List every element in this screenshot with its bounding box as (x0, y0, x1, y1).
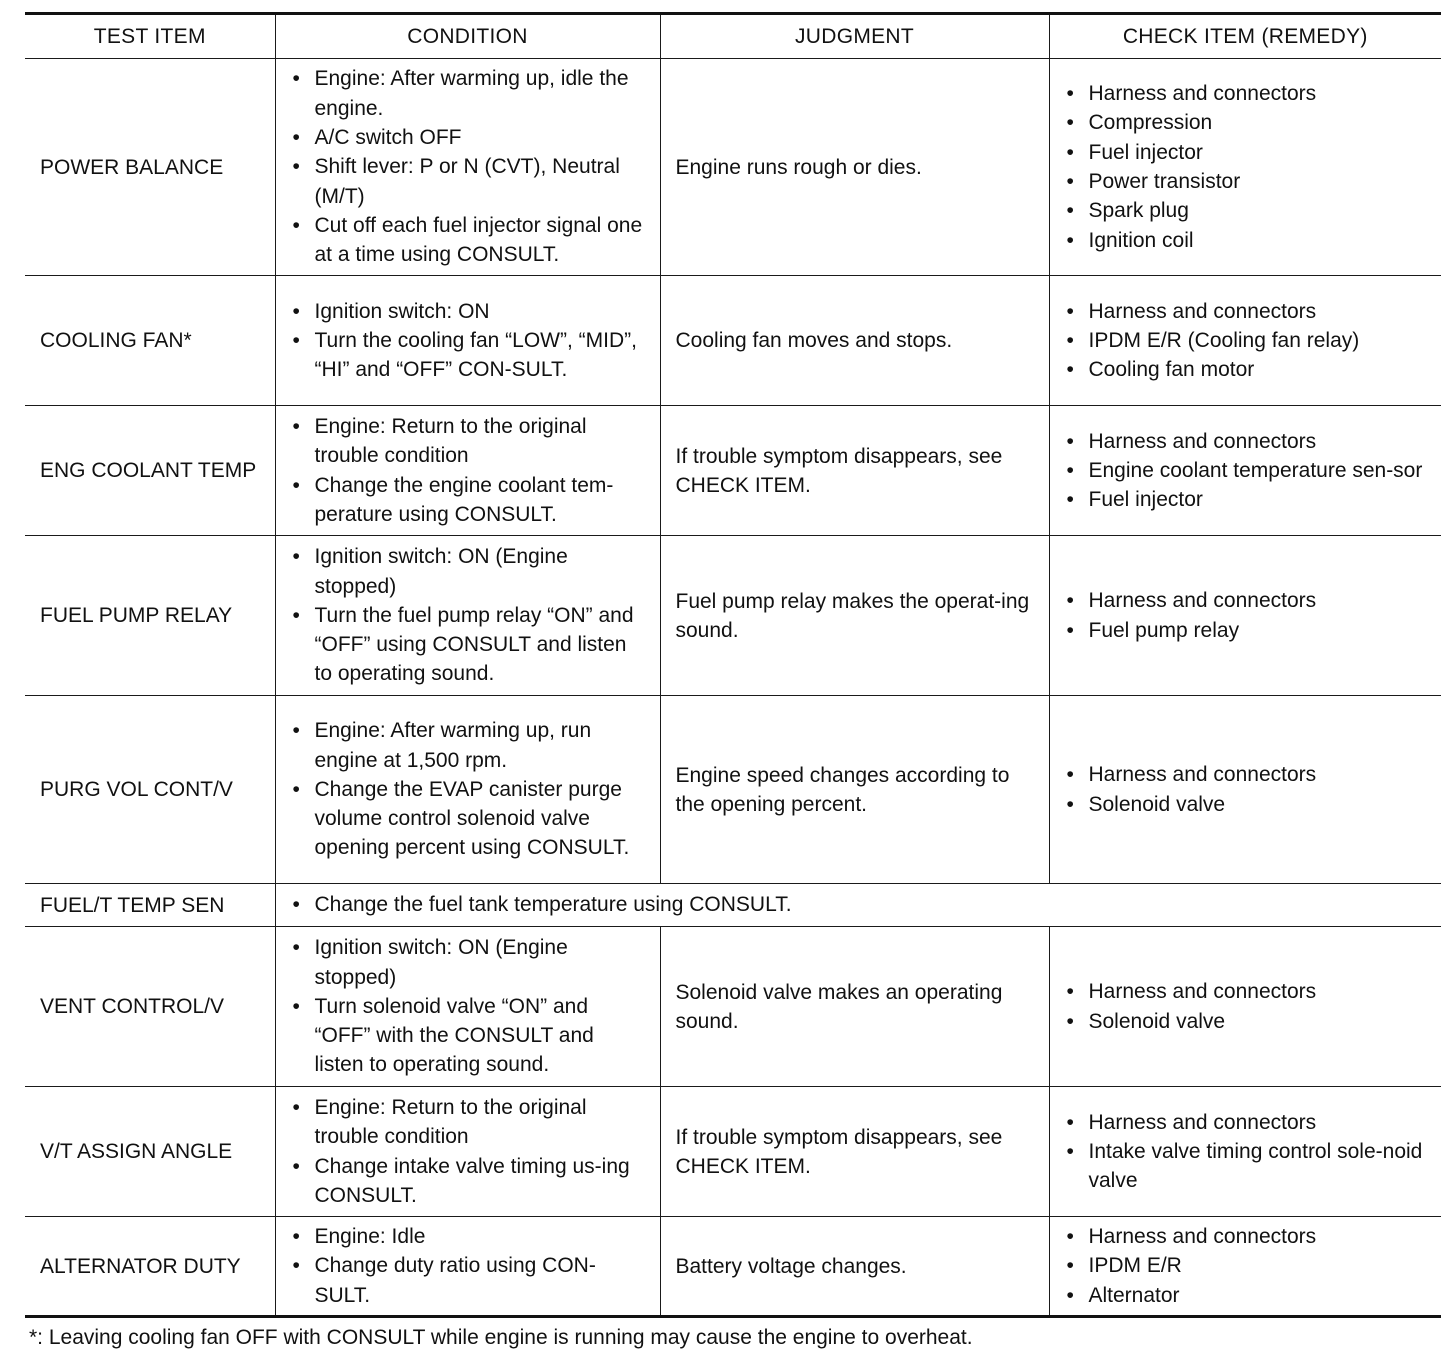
condition-cell (275, 59, 660, 276)
check-item-cell (1049, 536, 1441, 696)
test-item-cell: FUEL/T TEMP SEN (25, 884, 275, 927)
table-row (25, 59, 1441, 276)
check-line: • Cooling fan motor (1065, 355, 1427, 384)
judgment-cell: If trouble symptom disappears, see CHECK ITEM. (660, 1087, 1049, 1217)
check-line: • Harness and connectors (1065, 760, 1427, 789)
condition-line: • Change the engine coolant tem-perature using CONSULT. (291, 471, 645, 530)
test-item-cell: VENT CONTROL/V (25, 927, 275, 1087)
header-check-item: CHECK ITEM (REMEDY) (1049, 14, 1441, 59)
judgment-cell: Battery voltage changes. (660, 1217, 1049, 1317)
check-line: • Harness and connectors (1065, 297, 1427, 326)
judgment-cell: Solenoid valve makes an operating sound. (660, 927, 1049, 1087)
condition-line: • Engine: Return to the original trouble condition (291, 412, 645, 471)
check-item-cell (1049, 406, 1441, 536)
check-item-cell (1049, 276, 1441, 406)
check-line: • Fuel pump relay (1065, 616, 1427, 645)
check-line: • Spark plug (1065, 196, 1427, 225)
condition-line: • Engine: Return to the original trouble condition (291, 1093, 645, 1152)
condition-cell (275, 1087, 660, 1217)
check-line: • Harness and connectors (1065, 977, 1427, 1006)
table-row (25, 276, 1441, 406)
header-condition: CONDITION (275, 14, 660, 59)
footnote: *: Leaving cooling fan OFF with CONSULT while engine is running may cause the engine to overheat. (29, 1326, 973, 1349)
condition-line: • Change the fuel tank temperature using CONSULT. (291, 890, 1427, 919)
table-row (25, 1217, 1441, 1317)
check-line: • Alternator (1065, 1281, 1427, 1310)
check-line: • Solenoid valve (1065, 1007, 1427, 1036)
condition-cell (275, 884, 1441, 927)
condition-line: • Shift lever: P or N (CVT), Neutral (M/T) (291, 152, 645, 211)
check-line: • Harness and connectors (1065, 586, 1427, 615)
header-test-item: TEST ITEM (25, 14, 275, 59)
check-item-cell (1049, 59, 1441, 276)
condition-line: • A/C switch OFF (291, 123, 645, 152)
check-line: • Intake valve timing control sole-noid valve (1065, 1137, 1427, 1196)
table-row (25, 696, 1441, 884)
check-line: • Power transistor (1065, 167, 1427, 196)
judgment-cell: Engine runs rough or dies. (660, 59, 1049, 276)
check-line: • Compression (1065, 108, 1427, 137)
judgment-cell: If trouble symptom disappears, see CHECK ITEM. (660, 406, 1049, 536)
check-line: • IPDM E/R (Cooling fan relay) (1065, 326, 1427, 355)
condition-line: • Ignition switch: ON (291, 297, 645, 326)
condition-cell (275, 406, 660, 536)
test-item-cell: ALTERNATOR DUTY (25, 1217, 275, 1317)
condition-line: • Ignition switch: ON (Engine stopped) (291, 542, 645, 601)
test-item-cell: FUEL PUMP RELAY (25, 536, 275, 696)
check-item-cell (1049, 1087, 1441, 1217)
test-item-cell: ENG COOLANT TEMP (25, 406, 275, 536)
check-line: • Engine coolant temperature sen-sor (1065, 456, 1427, 485)
condition-cell (275, 696, 660, 884)
table-row (25, 927, 1441, 1087)
condition-line: • Turn the fuel pump relay “ON” and “OFF” using CONSULT and listen to operating sound. (291, 601, 645, 689)
check-line: • Harness and connectors (1065, 1222, 1427, 1251)
condition-line: • Turn the cooling fan “LOW”, “MID”, “HI” and “OFF” CON-SULT. (291, 326, 645, 385)
condition-line: • Change duty ratio using CON-SULT. (291, 1251, 645, 1310)
condition-cell (275, 536, 660, 696)
condition-line: • Turn solenoid valve “ON” and “OFF” with the CONSULT and listen to operating sound. (291, 992, 645, 1080)
table-row (25, 406, 1441, 536)
judgment-cell: Cooling fan moves and stops. (660, 276, 1049, 406)
condition-line: • Engine: After warming up, idle the engine. (291, 64, 645, 123)
condition-line: • Ignition switch: ON (Engine stopped) (291, 933, 645, 992)
condition-cell (275, 276, 660, 406)
check-line: • IPDM E/R (1065, 1251, 1427, 1280)
check-line: • Fuel injector (1065, 138, 1427, 167)
check-item-cell (1049, 696, 1441, 884)
test-item-cell: PURG VOL CONT/V (25, 696, 275, 884)
condition-line: • Cut off each fuel injector signal one at a time using CONSULT. (291, 211, 645, 270)
condition-line: • Change intake valve timing us-ing CONSULT. (291, 1152, 645, 1211)
check-line: • Harness and connectors (1065, 1108, 1427, 1137)
check-line: • Ignition coil (1065, 226, 1427, 255)
judgment-cell: Engine speed changes according to the opening percent. (660, 696, 1049, 884)
check-line: • Fuel injector (1065, 485, 1427, 514)
condition-line: • Change the EVAP canister purge volume control solenoid valve opening percent using CONSULT. (291, 775, 645, 863)
test-item-cell: COOLING FAN* (25, 276, 275, 406)
table-row (25, 884, 1441, 927)
condition-line: • Engine: Idle (291, 1222, 645, 1251)
header-row (25, 14, 1441, 59)
test-item-cell: V/T ASSIGN ANGLE (25, 1087, 275, 1217)
check-item-cell (1049, 927, 1441, 1087)
judgment-cell: Fuel pump relay makes the operat-ing sound. (660, 536, 1049, 696)
check-line: • Solenoid valve (1065, 790, 1427, 819)
header-judgment: JUDGMENT (660, 14, 1049, 59)
test-item-cell: POWER BALANCE (25, 59, 275, 276)
condition-cell (275, 1217, 660, 1317)
condition-cell (275, 927, 660, 1087)
condition-line: • Engine: After warming up, run engine at 1,500 rpm. (291, 716, 645, 775)
check-item-cell (1049, 1217, 1441, 1317)
table-row (25, 536, 1441, 696)
active-test-table (25, 12, 1441, 1318)
table-row (25, 1087, 1441, 1217)
check-line: • Harness and connectors (1065, 79, 1427, 108)
check-line: • Harness and connectors (1065, 427, 1427, 456)
